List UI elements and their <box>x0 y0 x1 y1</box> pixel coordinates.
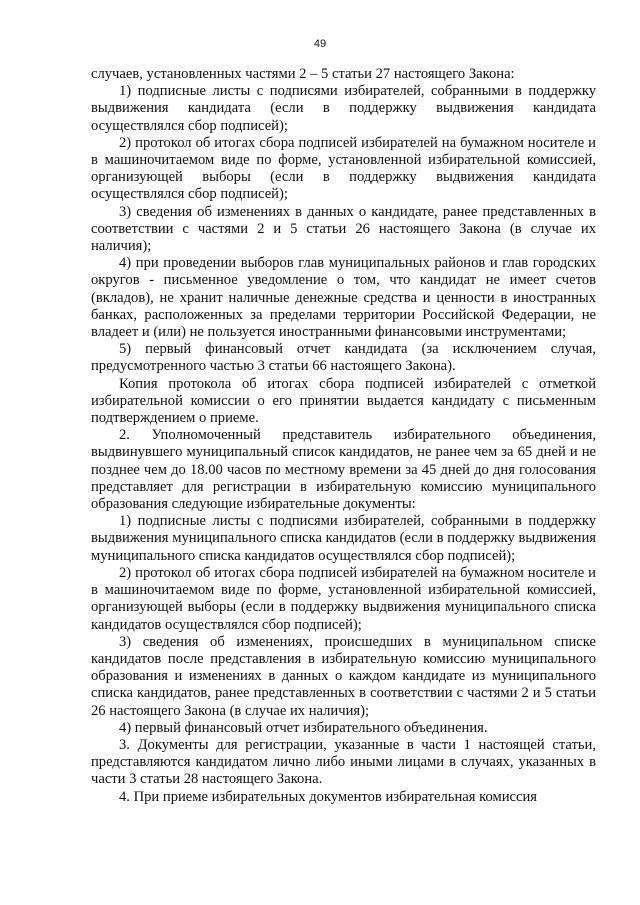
paragraph-item-5: 5) первый финансовый отчет кандидата (за исключением случая, предусмотренного частью 3 статьи 66 настоящего Закона). <box>91 341 596 375</box>
document-body <box>91 66 596 806</box>
paragraph-item-4: 4) при проведении выборов глав муниципальных районов и глав городских округов - письменное уведомление о том, что кандидат не имеет счетов (вкладов), не хранит наличные денежные средства и ценности в иностранных банках, расположенных за пределами территории Российской Федерации, не владеет и (или) не пользуется иностранными финансовыми инструментами; <box>91 255 596 341</box>
paragraph-continuation: случаев, установленных частями 2 – 5 статьи 27 настоящего Закона: <box>91 66 515 82</box>
paragraph-section-2-item-2: 2) протокол об итогах сбора подписей избирателей на бумажном носителе и в машиночитаемом виде по форме, установленной избирательной комиссией, организующей выборы (если в поддержку выдвижения муниципального списка кандидатов осуществлялся сбор подписей); <box>91 564 596 633</box>
paragraph-section-4: 4. При приеме избирательных документов избирательная комиссия <box>119 788 537 805</box>
paragraph-item-1: 1) подписные листы с подписями избирателей, собранными в поддержку выдвижения кандидата (если в поддержку выдвижения кандидата осуществлялся сбор подписей); <box>91 83 596 134</box>
paragraph-section-3: 3. Документы для регистрации, указанные в части 1 настоящей статьи, представляются кандидатом лично либо иными лицами в случаях, указанных в части 3 статьи 28 настоящего Закона. <box>91 736 596 788</box>
paragraph-section-2: 2. Уполномоченный представитель избирательного объединения, выдвинувшего муниципальный список кандидатов, не ранее чем за 65 дней и не позднее чем до 18.00 часов по местному времени за 45 дней до дня голосования представляет для регистрации в избирательную комиссию муниципального образования следующие избирательные документы: <box>91 427 596 513</box>
paragraph-section-2-item-1: 1) подписные листы с подписями избирателей, собранными в поддержку выдвижения муниципального списка кандидатов (если в поддержку выдвижения муниципального списка кандидатов осуществлялся сбор подписей); <box>91 513 596 564</box>
paragraph-section-2-item-4: 4) первый финансовый отчет избирательного объединения. <box>119 719 488 736</box>
paragraph-item-2: 2) протокол об итогах сбора подписей избирателей на бумажном носителе и в машиночитаемом виде по форме, установленной избирательной комиссией, организующей выборы (если в поддержку выдвижения кандидата осуществлялся сбор подписей); <box>91 134 596 203</box>
page-number: 49 <box>313 38 327 50</box>
paragraph-protocol-copy: Копия протокола об итогах сбора подписей избирателей с отметкой избирательной комиссии о его принятии выдается кандидату с письменным подтверждением о приеме. <box>91 375 596 427</box>
paragraph-section-2-item-3: 3) сведения об изменениях, происшедших в муниципальном списке кандидатов после представления в избирательную комиссию муниципального образования и изменениях в данных о каждом кандидате из муниципального списка кандидатов, ранее представленных в соответствии с частями 2 и 5 статьи 26 настоящего Закона (в случае их наличия); <box>91 633 596 719</box>
paragraph-item-3: 3) сведения об изменениях в данных о кандидате, ранее представленных в соответствии с частями 2 и 5 статьи 26 настоящего Закона (в случае их наличия); <box>91 203 596 255</box>
